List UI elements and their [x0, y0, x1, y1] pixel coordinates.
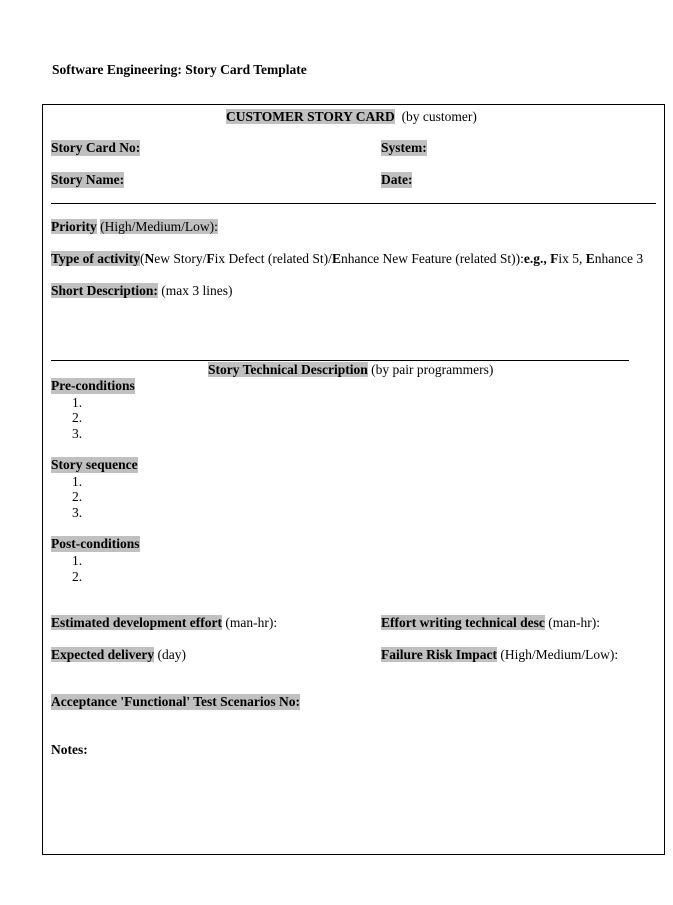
type-hint-1: N [144, 251, 155, 266]
technical-title-row [208, 362, 493, 378]
card-title-row [226, 109, 477, 125]
type-hint-3: F [206, 251, 215, 266]
sequence-item-1: 1. [72, 474, 83, 489]
estimated-effort-row [51, 615, 277, 631]
priority-hint: (High/Medium/Low): [100, 219, 218, 234]
type-hint-2: ew Story/ [154, 251, 207, 266]
type-hint-8: ix 5, [558, 251, 586, 266]
est-effort-label: Estimated development effort [51, 615, 222, 630]
card-title: CUSTOMER STORY CARD [226, 109, 395, 124]
preconditions-label: Pre-conditions [51, 378, 135, 393]
sequence-item-3: 3. [72, 505, 83, 520]
precondition-item-3: 3. [72, 426, 83, 441]
type-of-activity-row [51, 251, 643, 267]
story-card-no-label: Story Card No: [51, 140, 141, 155]
sequence-item-2: 2. [72, 489, 83, 504]
risk-hint: (High/Medium/Low): [500, 647, 619, 662]
type-hint-7: e.g., F [523, 251, 559, 266]
acceptance-label: Acceptance 'Functional' Test Scenarios No: [51, 694, 300, 709]
card-title-suffix: (by customer) [401, 109, 477, 124]
technical-title-suffix: (by pair programmers) [371, 362, 494, 377]
technical-title: Story Technical Description [208, 362, 368, 377]
page-title: Software Engineering: Story Card Template [52, 62, 307, 77]
type-hint-9: E [585, 251, 595, 266]
divider-line [51, 203, 656, 204]
postcondition-item-2: 2. [72, 569, 83, 584]
precondition-item-2: 2. [72, 410, 83, 425]
type-hint-0: ( [139, 251, 145, 266]
type-hint-5: E [331, 251, 341, 266]
notes-label: Notes: [51, 742, 88, 757]
failure-risk-row [381, 647, 618, 663]
postcondition-item-1: 1. [72, 553, 83, 568]
writing-effort-hint: (man-hr): [548, 615, 600, 630]
type-label: Type of activity [51, 251, 140, 266]
priority-row [51, 219, 218, 235]
divider-line-2 [51, 360, 629, 361]
delivery-label: Expected delivery [51, 647, 155, 662]
delivery-hint: (day) [157, 647, 186, 662]
story-sequence-label: Story sequence [51, 457, 138, 472]
writing-effort-label: Effort writing technical desc [381, 615, 545, 630]
postconditions-label: Post-conditions [51, 536, 140, 551]
date-label: Date: [381, 172, 413, 187]
type-hint-4: ix Defect (related St)/ [214, 251, 332, 266]
story-card [42, 104, 665, 855]
est-effort-hint: (man-hr): [225, 615, 278, 630]
expected-delivery-row [51, 647, 186, 663]
short-description-row [51, 283, 232, 299]
system-label: System: [381, 140, 427, 155]
type-hint-6: nhance New Feature (related St)): [340, 251, 524, 266]
risk-label: Failure Risk Impact [381, 647, 498, 662]
priority-label: Priority [51, 219, 97, 234]
short-desc-label: Short Description: [51, 283, 158, 298]
precondition-item-1: 1. [72, 395, 83, 410]
short-desc-hint: (max 3 lines) [161, 283, 233, 298]
effort-writing-row [381, 615, 600, 631]
type-hint-10: nhance 3 [594, 251, 644, 266]
story-name-label: Story Name: [51, 172, 125, 187]
